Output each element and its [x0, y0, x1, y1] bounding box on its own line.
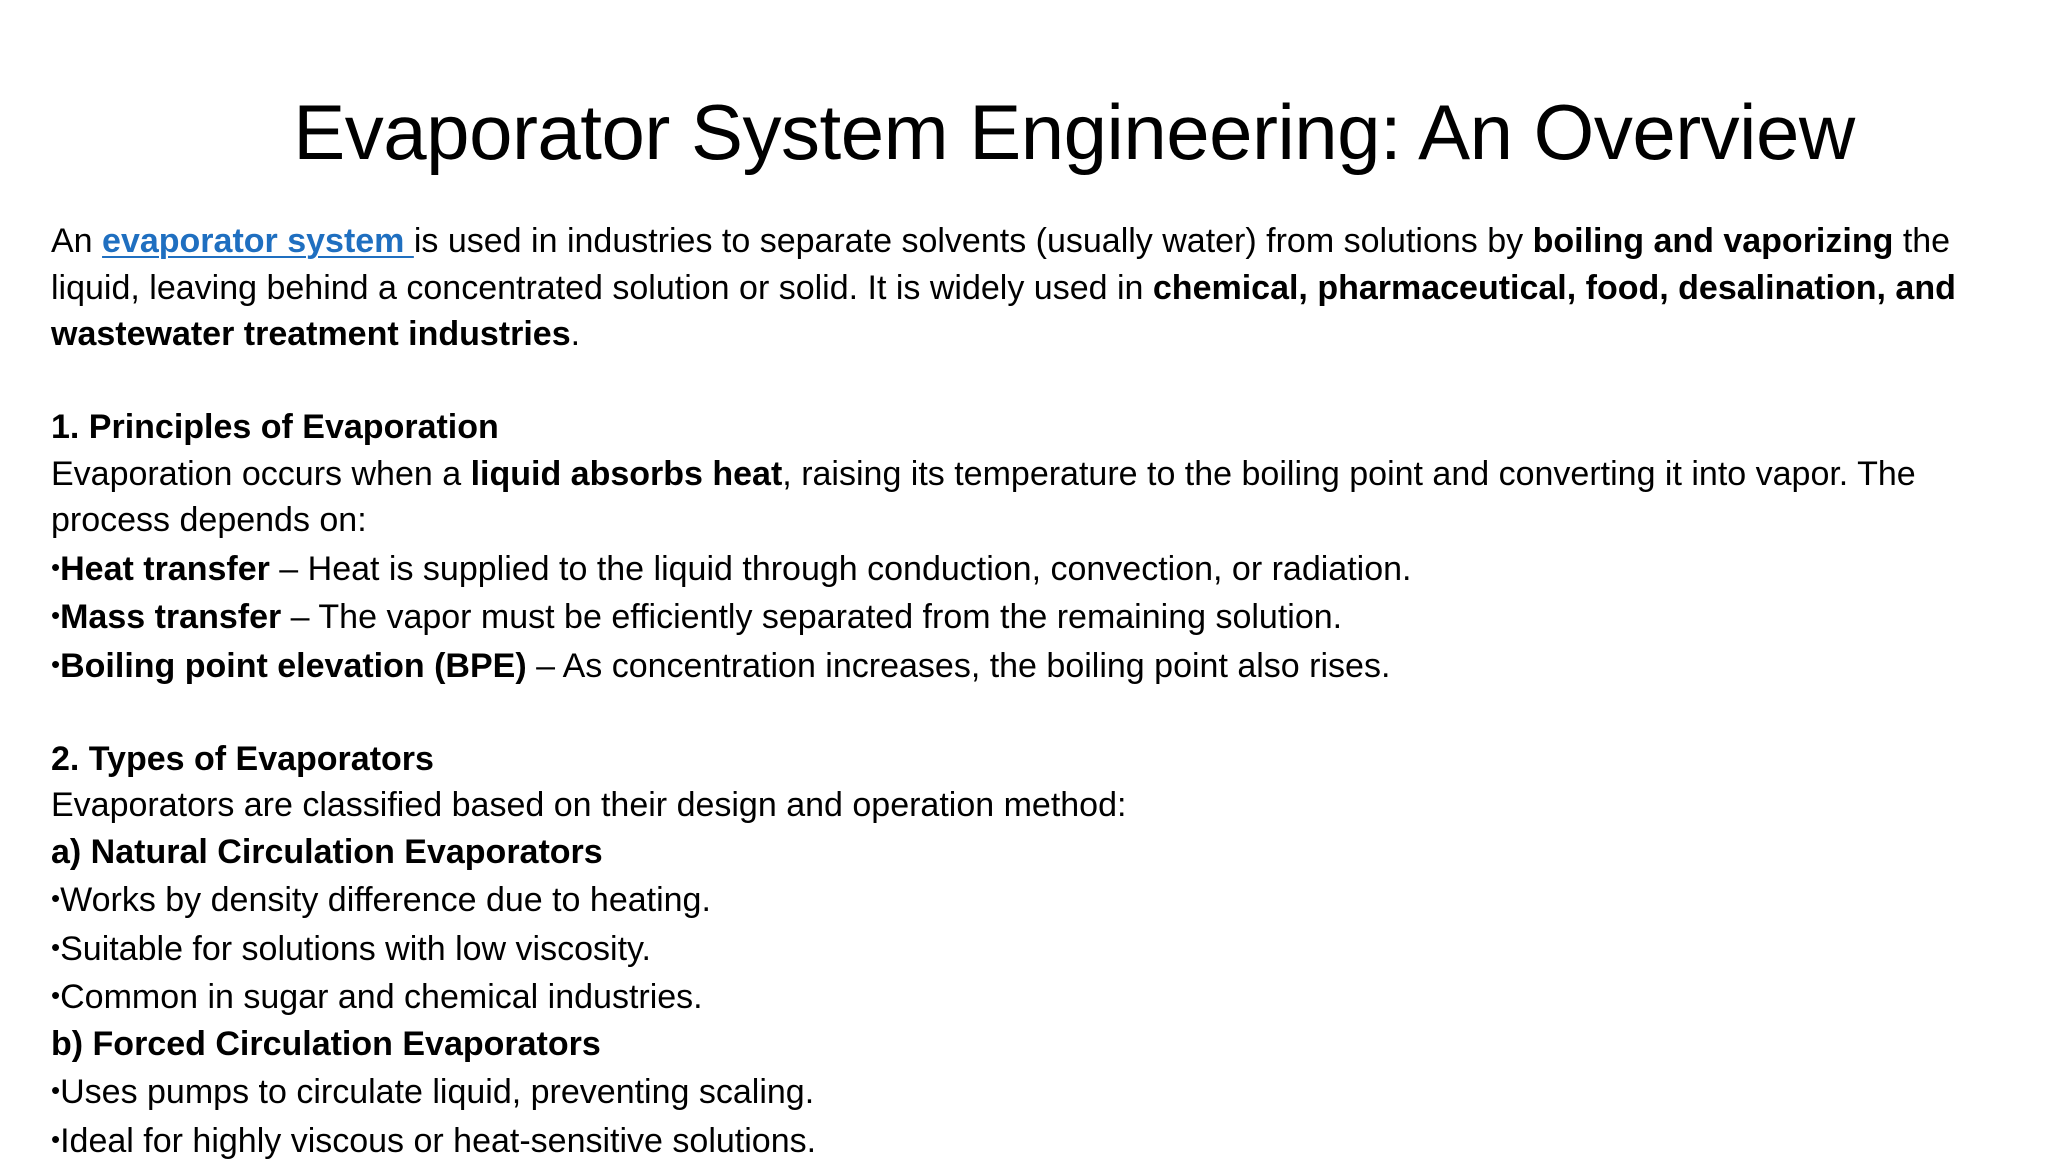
intro-line3-text: .	[571, 315, 580, 353]
bullet-icon: •	[51, 883, 60, 913]
intro-line2-bold: chemical, pharmaceutical, food, desalination, and	[1153, 269, 1956, 307]
section1-paragraph-line-1	[51, 451, 2011, 498]
bullet-text: Uses pumps to circulate liquid, preventing scaling.	[60, 1073, 814, 1111]
intro-line2-text: liquid, leaving behind a concentrated solution or solid. It is widely used in	[51, 269, 1153, 307]
bullet-icon: •	[51, 1075, 60, 1105]
intro-line-2	[51, 265, 2011, 312]
slide-title: Evaporator System Engineering: An Overview	[0, 82, 2048, 182]
list-item	[51, 641, 2011, 690]
section2-intro: Evaporators are classified based on their design and operation method:	[51, 782, 2011, 829]
bullet-icon: •	[51, 980, 60, 1010]
list-item	[51, 875, 2011, 924]
bullet-icon: •	[51, 552, 60, 582]
bullet-text: Suitable for solutions with low viscosity.	[60, 930, 651, 968]
section1-text-2: , raising its temperature to the boiling point and converting it into vapor. The	[782, 455, 1915, 493]
intro-text-1: is used in industries to separate solvents (usually water) from solutions by	[414, 222, 1533, 260]
spacer	[51, 689, 2011, 736]
bullet-text: Common in sugar and chemical industries.	[60, 978, 703, 1016]
bullet-icon: •	[51, 600, 60, 630]
bullet-icon: •	[51, 932, 60, 962]
bullet-text: Works by density difference due to heating.	[60, 881, 711, 919]
section1-bold: liquid absorbs heat	[471, 455, 783, 493]
intro-bold-1: boiling and vaporizing	[1533, 222, 1894, 260]
subsection-b-heading: b) Forced Circulation Evaporators	[51, 1021, 2011, 1068]
spacer	[51, 358, 2011, 405]
list-item	[51, 924, 2011, 973]
list-item	[51, 972, 2011, 1021]
bullet-text: – Heat is supplied to the liquid through conduction, convection, or radiation.	[270, 550, 1412, 588]
list-item	[51, 1116, 2011, 1164]
list-item	[51, 1067, 2011, 1116]
bullet-bold: Boiling point elevation (BPE)	[60, 647, 527, 685]
bullet-text: – The vapor must be efficiently separated from the remaining solution.	[281, 598, 1342, 636]
bullet-bold: Mass transfer	[60, 598, 281, 636]
intro-line-3	[51, 311, 2011, 358]
bullet-icon: •	[51, 649, 60, 679]
intro-line-1	[51, 218, 2011, 265]
intro-line3-bold: wastewater treatment industries	[51, 315, 571, 353]
bullet-bold: Heat transfer	[60, 550, 270, 588]
intro-lead: An	[51, 222, 102, 260]
bullet-text: – As concentration increases, the boiling point also rises.	[527, 647, 1391, 685]
subsection-a-heading: a) Natural Circulation Evaporators	[51, 829, 2011, 876]
section1-heading: 1. Principles of Evaporation	[51, 404, 2011, 451]
slide-body	[51, 218, 2011, 1164]
bullet-icon: •	[51, 1124, 60, 1154]
section2-heading: 2. Types of Evaporators	[51, 736, 2011, 783]
list-item	[51, 592, 2011, 641]
section1-paragraph-line-2: process depends on:	[51, 497, 2011, 544]
evaporator-system-link[interactable]: evaporator system	[102, 222, 414, 260]
section1-text-1: Evaporation occurs when a	[51, 455, 471, 493]
bullet-text: Ideal for highly viscous or heat-sensitive solutions.	[60, 1122, 816, 1160]
intro-text-2: the	[1893, 222, 1950, 260]
list-item	[51, 544, 2011, 593]
